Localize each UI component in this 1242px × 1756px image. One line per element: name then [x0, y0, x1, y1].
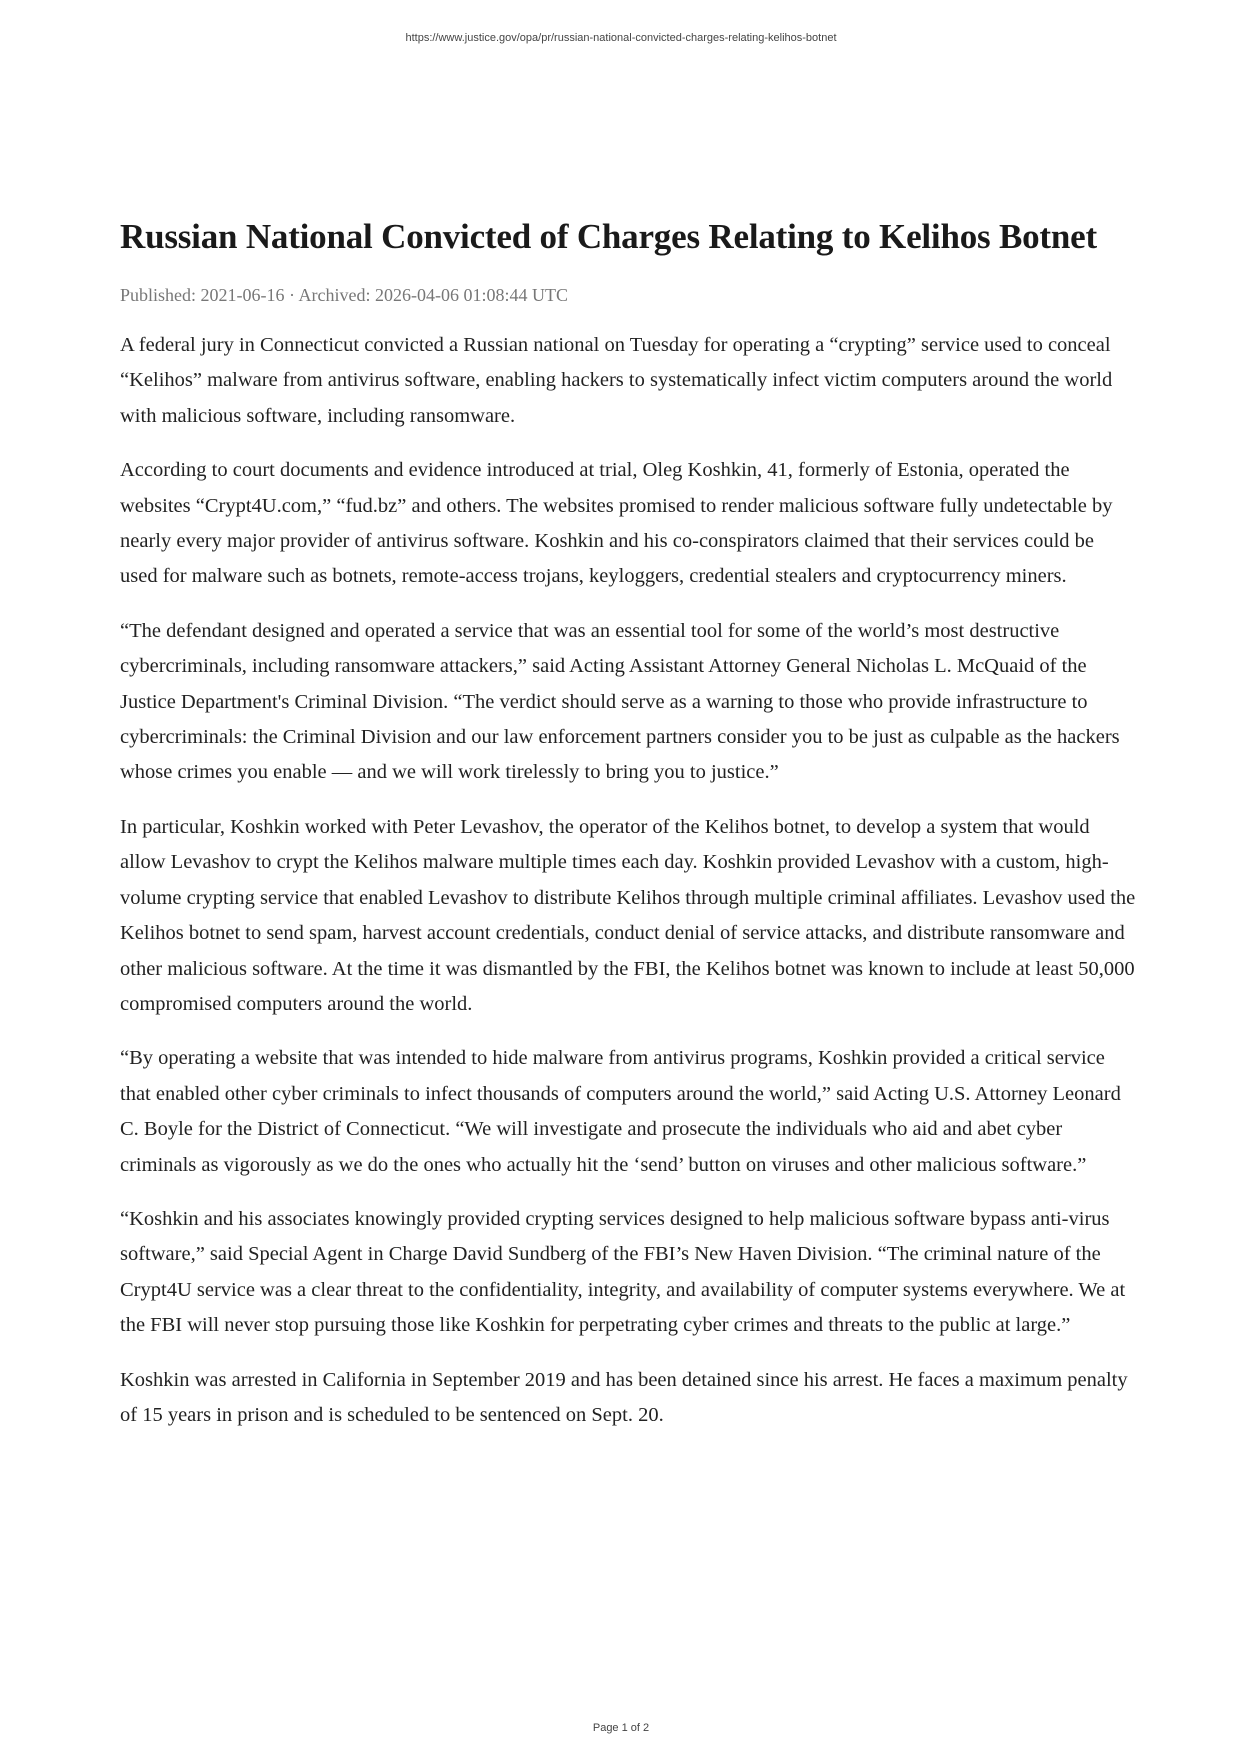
paragraph: In particular, Koshkin worked with Peter Levashov, the operator of the Kelihos botnet, to develop a system that would allow Levashov to crypt the Kelihos malware multiple times each day. Koshkin provided Levashov with a custom, high-volume crypting service that enabled Levashov to distribute Kelihos through multiple criminal affiliates. Levashov used the Kelihos botnet to send spam, harvest account credentials, conduct denial of service attacks, and distribute ransomware and other malicious software. At the time it was dismantled by the FBI, the Kelihos botnet was known to include at least 50,000 compromised computers around the world.: [120, 815, 1136, 1015]
paragraph: A federal jury in Connecticut convicted a Russian national on Tuesday for operating a “crypting” service used to conceal “Kelihos” malware from antivirus software, enabling hackers to systematically infect victim computers around the world with malicious software, including ransomware.: [120, 334, 1113, 427]
article: [120, 214, 1136, 1433]
paragraph: “The defendant designed and operated a service that was an essential tool for some of the world’s most destructive cybercriminals, including ransomware attackers,” said Acting Assistant Attorney General Nicholas L. McQuaid of the Justice Department's Criminal Division. “The verdict should serve as a warning to those who provide infrastructure to cybercriminals: the Criminal Division and our law enforcement partners consider you to be just as culpable as the hackers whose crimes you enable — and we will work tirelessly to bring you to justice.”: [120, 619, 1120, 784]
page-number: Page 1 of 2: [592, 1722, 650, 1734]
paragraph: According to court documents and evidence introduced at trial, Oleg Koshkin, 41, formerly of Estonia, operated the websites “Crypt4U.com,” “fud.bz” and others. The websites promised to render malicious software fully undetectable by nearly every major provider of antivirus software. Koshkin and his co-conspirators claimed that their services could be used for malware such as botnets, remote-access trojans, keyloggers, credential stealers and cryptocurrency miners.: [120, 459, 1113, 588]
paragraph: “By operating a website that was intended to hide malware from antivirus programs, Koshkin provided a critical service that enabled other cyber criminals to infect thousands of computers around the world,” said Acting U.S. Attorney Leonard C. Boyle for the District of Connecticut. “We will investigate and prosecute the individuals who aid and abet cyber criminals as vigorously as we do the ones who actually hit the ‘send’ button on viruses and other malicious software.”: [120, 1047, 1121, 1176]
paragraph: “Koshkin and his associates knowingly provided crypting services designed to help malicious software bypass anti-virus software,” said Special Agent in Charge David Sundberg of the FBI’s New Haven Division. “The criminal nature of the Crypt4U service was a clear threat to the confidentiality, integrity, and availability of computer systems everywhere. We at the FBI will never stop pursuing those like Koshkin for perpetrating cyber crimes and threats to the public at large.”: [120, 1207, 1126, 1337]
article-title: Russian National Convicted of Charges Relating to Kelihos Botnet: [120, 217, 1097, 256]
paragraph: Koshkin was arrested in California in September 2019 and has been detained since his arrest. He faces a maximum penalty of 15 years in prison and is scheduled to be sentenced on Sept. 20.: [120, 1368, 1128, 1426]
page-url: https://www.justice.gov/opa/pr/russian-national-convicted-charges-relating-kelihos-botnet: [405, 32, 837, 44]
article-meta: Published: 2021-06-16 · Archived: 2026-04-06 01:08:44 UTC: [120, 285, 568, 305]
